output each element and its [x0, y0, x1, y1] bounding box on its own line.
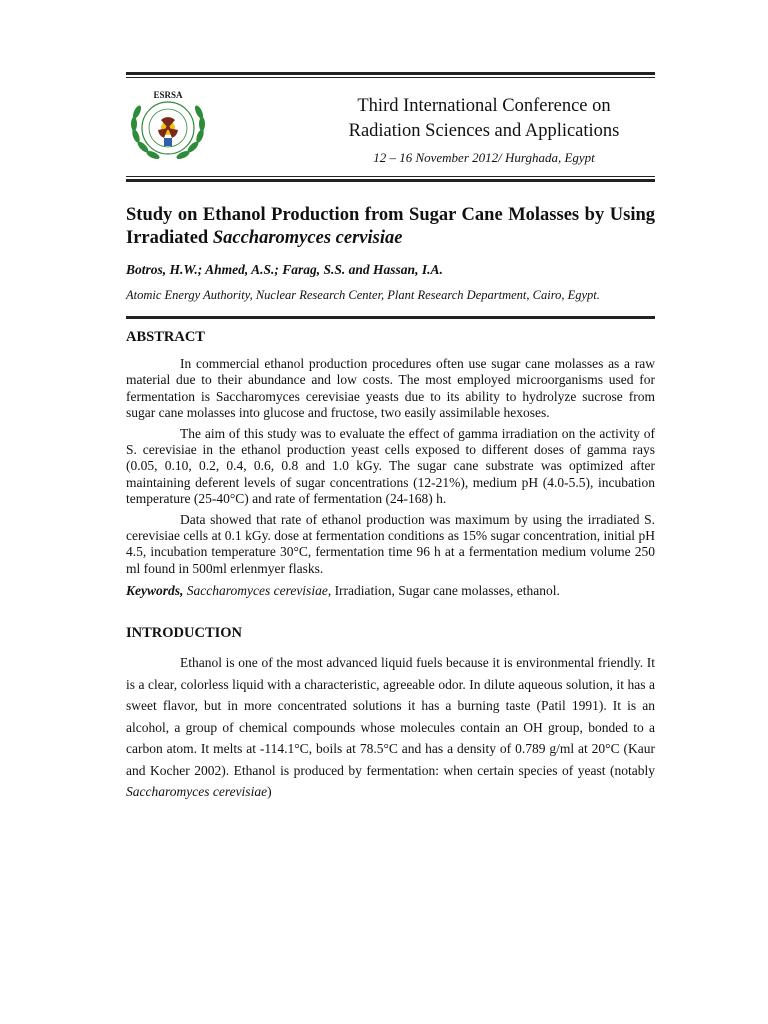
logo-text: ESRSA: [153, 90, 183, 100]
header-rule-top: [126, 72, 655, 78]
paper-page: [126, 72, 655, 803]
conference-title-line1: Third International Conference on: [357, 96, 611, 116]
header-rule-bottom: [126, 176, 655, 182]
keywords: [126, 583, 655, 599]
abstract-paragraph-2: The aim of this study was to evaluate the effect of gamma irradiation on the activity of S. cerevisiae in the ethanol production yeast cells exposed to different doses of gamma rays (0.05, 0.10, 0.2, 0.4, 0.6, 0.8 and 1.0 kGy. The sugar cane substrate was optimized after maintaining deferent levels of sugar concentrations (12-21%), medium pH (4.0-5.5), incubation temperature (25-40°C) and rate of fermentation (24-168) h.: [126, 425, 655, 507]
introduction-heading: INTRODUCTION: [126, 625, 243, 642]
keywords-label: Keywords,: [126, 583, 184, 599]
paper-title-italic: Saccharomyces cervisiae: [212, 228, 403, 248]
intro-text-italic: Saccharomyces cerevisiae: [126, 784, 268, 800]
introduction-paragraph-1: [126, 652, 655, 803]
abstract-paragraph-3: Data showed that rate of ethanol production was maximum by using the irradiated S. cerevisiae cells at 0.1 kGy. dose at fermentation conditions as 15% sugar concentration, initial pH 4.5, incubation temperature 30°C, fermentation time 96 h at a fermentation medium volume 250 ml found in 500ml erlenmyer flasks.: [126, 511, 655, 576]
conference-header: [126, 84, 655, 174]
abstract-paragraph-1: In commercial ethanol production procedures often use sugar cane molasses as a raw material due to their abundance and low costs. The most employed microorganisms used for fermentation is Saccharomyces cerevisiae yeasts due to its ability to hydrolyze sucrose from sugar cane molasses into glucose and fructose, two easily assimilable hexoses.: [126, 356, 655, 421]
keywords-rest: , Irradiation, Sugar cane molasses, ethanol.: [327, 583, 560, 599]
abstract-body: [126, 356, 655, 577]
paper-title-main: Study on Ethanol Production from Sugar Cane Molasses by Using Irradiated: [126, 205, 655, 248]
affiliation: Atomic Energy Authority, Nuclear Research Center, Plant Research Department, Cairo, Egypt.: [126, 288, 600, 302]
abstract-heading: ABSTRACT: [126, 329, 205, 345]
abstract-rule: [126, 316, 655, 319]
conference-date: 12 – 16 November 2012/ Hurghada, Egypt: [373, 150, 595, 165]
keywords-italic: Saccharomyces cerevisiae: [186, 583, 328, 599]
intro-text-main: Ethanol is one of the most advanced liquid fuels because it is environmental friendly. It is a clear, colorless liquid with a characteristic, agreeable odor. In dilute aqueous solution, it has a sweet flavor, but in more concentrated solutions it has a burning taste (Patil 1991). It is an alcohol, a group of chemical compounds whose molecules contain an OH group, bonded to a carbon atom. It melts at -114.1°C, boils at 78.5°C and has a density of 0.789 g/ml at 20°C (Kaur and Kocher 2002). Ethanol is produced by fermentation: when certain species of yeast (notably: [126, 655, 655, 778]
paper-title: [126, 204, 655, 250]
conference-info: [304, 94, 664, 166]
conference-title-line2: Radiation Sciences and Applications: [348, 121, 620, 141]
esrsa-logo-icon: [126, 84, 210, 168]
authors: Botros, H.W.; Ahmed, A.S.; Farag, S.S. and Hassan, I.A.: [126, 262, 443, 277]
introduction-body: [126, 652, 655, 803]
intro-text-end: ): [267, 784, 272, 800]
